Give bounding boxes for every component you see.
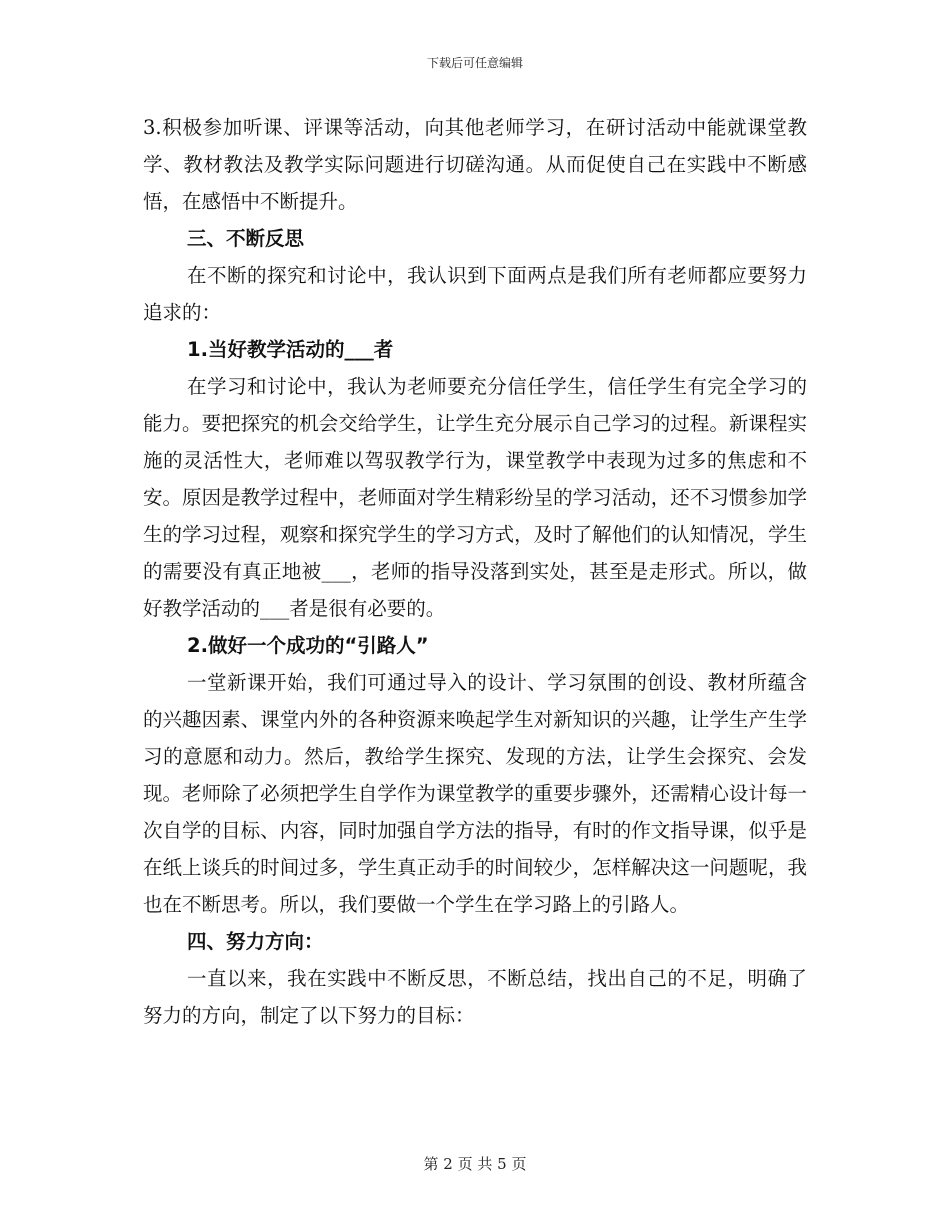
paragraph-reflection-intro: 在不断的探究和讨论中，我认识到下面两点是我们所有老师都应要努力追求的：: [143, 264, 807, 324]
document-body: [143, 109, 807, 1034]
paragraph-direction: 一直以来，我在实践中不断反思，不断总结，找出自己的不足，明确了努力的方向，制定了以下努力的目标：: [143, 967, 807, 1027]
section-heading-direction: 四、努力方向：: [187, 930, 324, 953]
page-number-footer: 第 2 页 共 5 页: [423, 1155, 527, 1173]
subheading-guide: 2.做好一个成功的“引路人”: [187, 634, 429, 657]
subheading-activity-role: 1.当好教学活动的___者: [187, 338, 394, 361]
section-heading-reflection: 三、不断反思: [187, 227, 305, 250]
paragraph-activity-role: 在学习和讨论中，我认为老师要充分信任学生，信任学生有完全学习的能力。要把探究的机会交给学生，让学生充分展示自己学习的过程。新课程实施的灵活性大，老师难以驾驭教学行为，课堂教学中表现为过多的焦虑和不安。原因是教学过程中，老师面对学生精彩纷呈的学习活动，还不习惯参加学生的学习过程，观察和探究学生的学习方式，及时了解他们的认知情况，学生的需要没有真正地被___，老师的指导没落到实处，甚至是走形式。所以，做好教学活动的___者是很有必要的。: [143, 375, 807, 620]
paragraph-item-3: 3.积极参加听课、评课等活动，向其他老师学习，在研讨活动中能就课堂教学、教材教法及教学实际问题进行切磋沟通。从而促使自己在实践中不断感悟，在感悟中不断提升。: [143, 116, 807, 213]
page-header: 下载后可任意编辑: [426, 56, 523, 70]
paragraph-guide: 一堂新课开始，我们可通过导入的设计、学习氛围的创设、教材所蕴含的兴趣因素、课堂内外的各种资源来唤起学生对新知识的兴趣，让学生产生学习的意愿和动力。然后，教给学生探究、发现的方法，让学生会探究、会发现。老师除了必须把学生自学作为课堂教学的重要步骤外，还需精心设计每一次自学的目标、内容，同时加强自学方法的指导，有时的作文指导课，似乎是在纸上谈兵的时间过多，学生真正动手的时间较少，怎样解决这一问题呢，我也在不断思考。所以，我们要做一个学生在学习路上的引路人。: [143, 671, 807, 916]
